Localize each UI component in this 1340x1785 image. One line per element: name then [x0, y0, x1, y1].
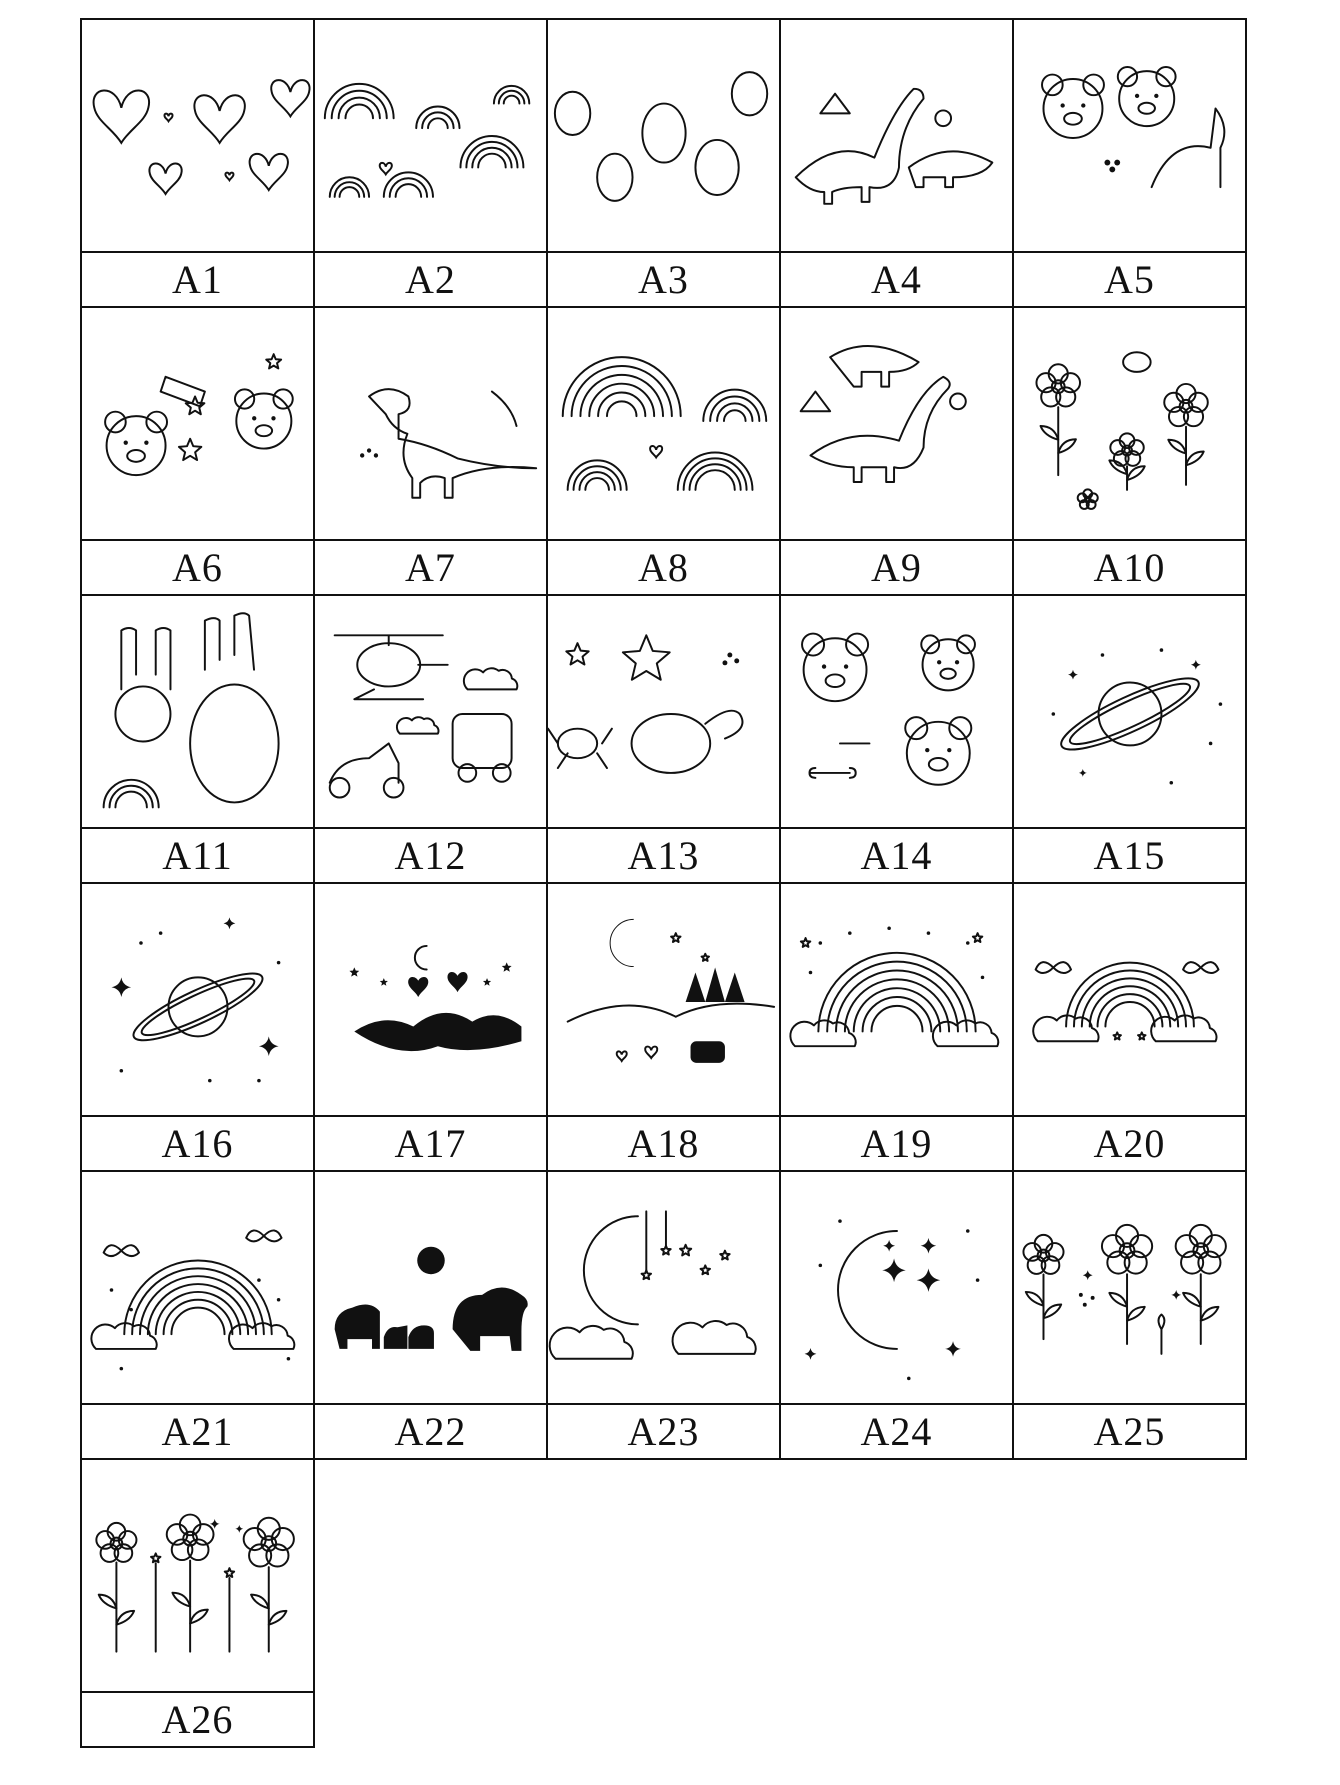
planet-2-illustration: [80, 882, 315, 1117]
design-cell-a5: [1012, 18, 1247, 308]
design-cell-a1: [80, 18, 315, 308]
bears-stars-icon: [82, 308, 313, 539]
design-cell-a16: [80, 882, 315, 1172]
cats-illustration: [1012, 18, 1247, 253]
moon-hearts-hills-icon: [315, 884, 546, 1115]
boho-rainbows-illustration: [546, 306, 781, 541]
hearts-illustration: [80, 18, 315, 253]
design-code-label: A17: [313, 1115, 548, 1172]
design-code-label: A24: [779, 1403, 1014, 1460]
lemons-icon: [548, 20, 779, 251]
design-cell-a7: [313, 306, 548, 596]
dogs-icon: [781, 596, 1012, 827]
design-cell-a22: [313, 1170, 548, 1460]
design-cell-a18: [546, 882, 781, 1172]
design-code-label: A9: [779, 539, 1014, 596]
rainbow-clouds-illustration: [779, 882, 1014, 1117]
design-cell-a23: [546, 1170, 781, 1460]
design-code-label: A10: [1012, 539, 1247, 596]
dinosaurs-illustration: [779, 18, 1014, 253]
design-code-label: A18: [546, 1115, 781, 1172]
design-code-label: A13: [546, 827, 781, 884]
bears-stars-illustration: [80, 306, 315, 541]
rainbow-butterflies-illustration: [1012, 882, 1247, 1117]
planet-illustration: [1012, 594, 1247, 829]
boho-rainbows-icon: [548, 308, 779, 539]
design-cell-a6: [80, 306, 315, 596]
rainbows-illustration: [313, 18, 548, 253]
vehicles-icon: [315, 596, 546, 827]
flowers-bee-illustration: [1012, 306, 1247, 541]
design-cell-a9: [779, 306, 1014, 596]
design-cell-a13: [546, 594, 781, 884]
design-code-label: A22: [313, 1403, 548, 1460]
rainbow-butterflies-2-illustration: [80, 1170, 315, 1405]
bear-family-illustration: [313, 1170, 548, 1405]
design-code-label: A15: [1012, 827, 1247, 884]
design-cell-a26: [80, 1458, 315, 1748]
rainbow-butterflies-2-icon: [82, 1172, 313, 1403]
design-code-label: A19: [779, 1115, 1014, 1172]
planet-icon: [1014, 596, 1245, 827]
design-cell-a2: [313, 18, 548, 308]
t-rex-illustration: [313, 306, 548, 541]
design-cell-a14: [779, 594, 1014, 884]
design-cell-a8: [546, 306, 781, 596]
moon-clouds-icon: [548, 1172, 779, 1403]
design-cell-a11: [80, 594, 315, 884]
design-code-label: A6: [80, 539, 315, 596]
moon-forest-bear-illustration: [546, 882, 781, 1117]
crescent-moon-stars-illustration: [779, 1170, 1014, 1405]
design-cell-a19: [779, 882, 1014, 1172]
bunnies-icon: [82, 596, 313, 827]
dinosaurs-icon: [781, 20, 1012, 251]
design-code-label: A8: [546, 539, 781, 596]
design-code-label: A2: [313, 251, 548, 308]
design-code-label: A20: [1012, 1115, 1247, 1172]
moon-hearts-hills-illustration: [313, 882, 548, 1117]
design-cell-a17: [313, 882, 548, 1172]
wildflowers-2-illustration: [80, 1458, 315, 1693]
wildflowers-icon: [1014, 1172, 1245, 1403]
bunnies-illustration: [80, 594, 315, 829]
design-cell-a4: [779, 18, 1014, 308]
design-code-label: A11: [80, 827, 315, 884]
design-cell-a12: [313, 594, 548, 884]
design-code-label: A4: [779, 251, 1014, 308]
design-cell-a10: [1012, 306, 1247, 596]
flowers-bee-icon: [1014, 308, 1245, 539]
rainbow-clouds-icon: [781, 884, 1012, 1115]
design-code-label: A21: [80, 1403, 315, 1460]
crescent-moon-stars-icon: [781, 1172, 1012, 1403]
rainbow-butterflies-icon: [1014, 884, 1245, 1115]
design-code-label: A5: [1012, 251, 1247, 308]
design-code-label: A23: [546, 1403, 781, 1460]
design-code-label: A1: [80, 251, 315, 308]
vehicles-illustration: [313, 594, 548, 829]
cats-icon: [1014, 20, 1245, 251]
design-code-label: A12: [313, 827, 548, 884]
design-code-label: A26: [80, 1691, 315, 1748]
t-rex-icon: [315, 308, 546, 539]
design-code-label: A3: [546, 251, 781, 308]
design-cell-a20: [1012, 882, 1247, 1172]
hearts-icon: [82, 20, 313, 251]
wildflowers-2-icon: [82, 1460, 313, 1691]
design-code-label: A14: [779, 827, 1014, 884]
design-cell-a3: [546, 18, 781, 308]
design-code-label: A7: [313, 539, 548, 596]
sea-creatures-illustration: [546, 594, 781, 829]
lemons-illustration: [546, 18, 781, 253]
sea-creatures-icon: [548, 596, 779, 827]
dinosaurs-2-illustration: [779, 306, 1014, 541]
design-cell-a24: [779, 1170, 1014, 1460]
planet-2-icon: [82, 884, 313, 1115]
design-cell-a15: [1012, 594, 1247, 884]
dogs-illustration: [779, 594, 1014, 829]
design-code-label: A25: [1012, 1403, 1247, 1460]
moon-forest-bear-icon: [548, 884, 779, 1115]
rainbows-icon: [315, 20, 546, 251]
wildflowers-illustration: [1012, 1170, 1247, 1405]
design-cell-a21: [80, 1170, 315, 1460]
bear-family-icon: [315, 1172, 546, 1403]
dinosaurs-2-icon: [781, 308, 1012, 539]
design-cell-a25: [1012, 1170, 1247, 1460]
moon-clouds-illustration: [546, 1170, 781, 1405]
design-code-label: A16: [80, 1115, 315, 1172]
